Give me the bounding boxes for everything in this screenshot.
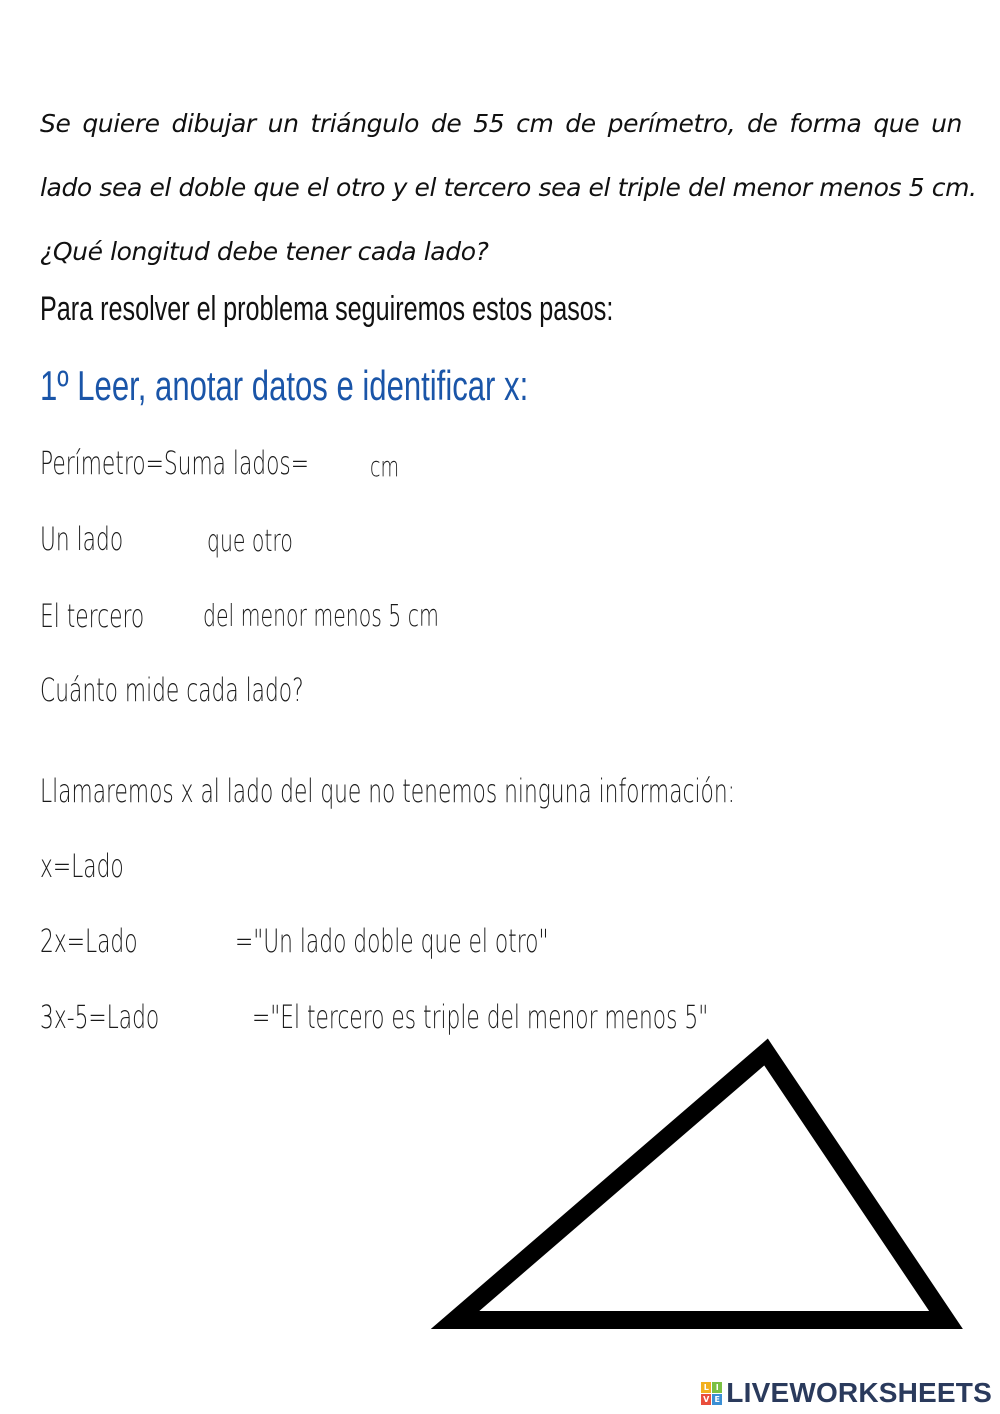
brand-name: LIVEWORKSHEETS — [726, 1377, 992, 1408]
steps-intro: Para resolver el problema seguiremos estos pasos: — [40, 290, 614, 328]
logo-cell-e: E — [712, 1394, 722, 1405]
side-suffix: que otro — [207, 524, 293, 559]
problem-line-2: lado sea el doble que el otro y el tercero sea el triple del menor menos 5 cm. — [40, 173, 977, 202]
perimeter-label: Perímetro=Suma lados= — [40, 444, 309, 482]
liveworksheets-logo-icon — [701, 1382, 722, 1405]
equation-2x-label: 2x=Lado — [40, 922, 138, 960]
third-label: El tercero — [40, 597, 145, 635]
problem-line-1: Se quiere dibujar un triángulo de 55 cm de perímetro, de forma que un — [40, 109, 962, 138]
equation-x: x=Lado — [40, 847, 124, 885]
problem-line-3: ¿Qué longitud debe tener cada lado? — [40, 237, 489, 266]
equation-3x-quote: ="El tercero es triple del menor menos 5" — [252, 998, 709, 1036]
logo-cell-v: V — [703, 1394, 710, 1404]
equation-2x-quote: ="Un lado doble que el otro" — [235, 922, 549, 960]
unknown-intro: Llamaremos x al lado del que no tenemos ninguna información: — [40, 772, 735, 810]
logo-cell-i: I — [712, 1382, 722, 1393]
equation-3x-label: 3x-5=Lado — [40, 998, 160, 1036]
third-suffix: del menor menos 5 cm — [203, 599, 439, 634]
question-line: Cuánto mide cada lado? — [40, 671, 304, 709]
logo-cell-l: L — [701, 1382, 711, 1393]
triangle-shape — [455, 1052, 946, 1320]
perimeter-unit: cm — [370, 450, 400, 483]
liveworksheets-brand — [701, 1378, 992, 1408]
step-1-heading: 1º Leer, anotar datos e identificar x: — [40, 362, 529, 409]
side-label: Un lado — [40, 520, 124, 558]
